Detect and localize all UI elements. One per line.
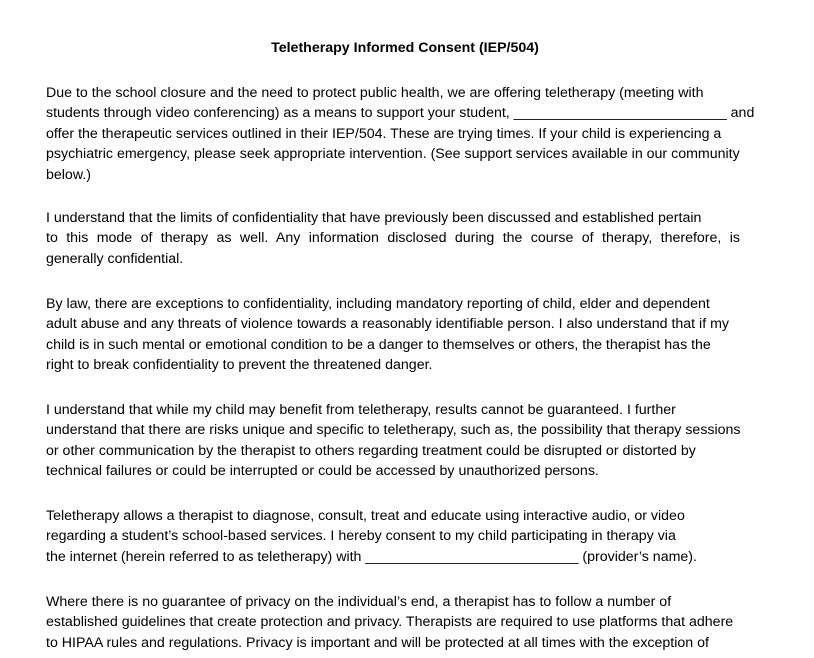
document-title: Teletherapy Informed Consent (IEP/504) <box>271 40 539 56</box>
paragraph-line: understand that there are risks unique and specific to teletherapy, such as, the possibility that therapy sessions <box>46 422 741 439</box>
paragraph-exceptions <box>46 294 756 376</box>
paragraph-line: technical failures or could be interrupted or could be accessed by unauthorized persons. <box>46 463 599 480</box>
paragraph-line: Due to the school closure and the need to protect public health, we are offering teletherapy (meeting with <box>46 85 704 101</box>
paragraph-line: Teletherapy allows a therapist to diagnose, consult, treat and educate using interactive audio, or video <box>46 508 685 524</box>
paragraph-consent <box>46 506 726 567</box>
paragraph-line-provider-blank: the internet (herein referred to as teletherapy) with ___________________________ (provider’s name). <box>46 548 697 565</box>
paragraph-line: established guidelines that create protection and privacy. Therapists are required to use platforms that adhere <box>46 614 734 631</box>
paragraph-line: By law, there are exceptions to confidentiality, including mandatory reporting of child, elder and dependent <box>46 296 710 312</box>
paragraph-line: generally confidential. <box>46 250 184 267</box>
paragraph-line: Where there is no guarantee of privacy on the individual’s end, a therapist has to follow a number of <box>46 594 672 610</box>
paragraph-privacy <box>46 592 768 653</box>
paragraph-line: to HIPAA rules and regulations. Privacy is important and will be protected at all times with the exception of <box>46 634 709 651</box>
paragraph-line: below.) <box>46 166 91 183</box>
paragraph-line: to this mode of therapy as well. Any information disclosed during the course of therapy, therefore, is <box>46 230 740 247</box>
paragraph-line: adult abuse and any threats of violence towards a reasonably identifiable person. I also understand that if my <box>46 316 729 333</box>
paragraph-line: offer the therapeutic services outlined in their IEP/504. These are trying times. If your child is experiencing a <box>46 125 722 142</box>
paragraph-line: or other communication by the therapist to others regarding treatment could be disrupted or distorted by <box>46 442 696 459</box>
paragraph-telehealth-intro <box>46 83 766 185</box>
paragraph-line-student-blank: students through video conferencing) as a means to support your student, ___________________________ and <box>46 105 755 122</box>
paragraph-line: regarding a student’s school-based services. I hereby consent to my child participating in therapy via <box>46 528 676 545</box>
paragraph-line: child is in such mental or emotional condition to be a danger to themselves or others, the therapist has the <box>46 336 711 353</box>
paragraph-line: right to break confidentiality to prevent the threatened danger. <box>46 357 433 374</box>
paragraph-confidentiality <box>46 208 740 269</box>
paragraph-line: I understand that while my child may benefit from teletherapy, results cannot be guaranteed. I further <box>46 402 676 418</box>
paragraph-line: I understand that the limits of confidentiality that have previously been discussed and established pertain <box>46 210 702 226</box>
paragraph-line: psychiatric emergency, please seek appropriate intervention. (See support services available in our community <box>46 146 740 163</box>
paragraph-risks <box>46 400 768 482</box>
